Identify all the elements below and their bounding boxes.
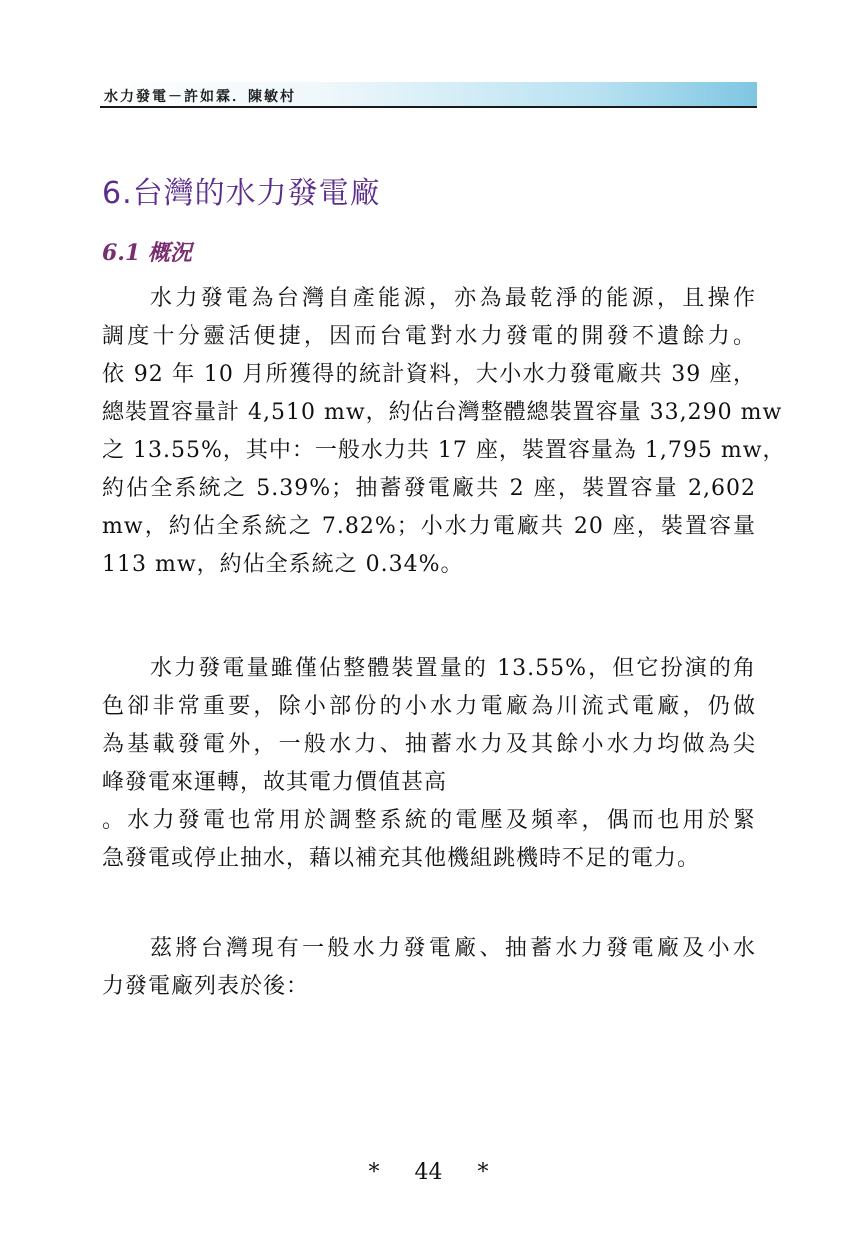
text-line: 。水力發電也常用於調整系統的電壓及頻率，偶而也用於緊 [102,808,756,833]
text-line: 113 mw，約佔全系統之 0.34%。 [102,552,464,577]
text-line: 茲將台灣現有一般水力發電廠、抽蓄水力發電廠及小水 [150,936,756,961]
paragraph-overview-capacity [102,280,786,584]
section-title: 6.1 概況 [102,240,192,266]
text-line: 依 92 年 10 月所獲得的統計資料，大小水力發電廠共 39 座， [102,362,756,387]
text-line: 之 13.55%，其中：一般水力共 17 座，裝置容量為 1,795 mw， [102,438,786,463]
running-header: 水力發電－許如霖．陳敏村 [104,89,296,105]
page-footer [0,1160,857,1185]
footer-star-right: * [477,1160,489,1185]
text-line: 水力發電量雖僅佔整體裝置量的 13.55%，但它扮演的角 [150,656,756,681]
text-line: 總裝置容量計 4,510 mw，約佔台灣整體總裝置容量 33,290 mw [102,400,783,425]
text-line: 色卻非常重要，除小部份的小水力電廠為川流式電廠，仍做 [102,694,756,719]
text-line: 力發電廠列表於後： [102,974,310,999]
text-line: 約佔全系統之 5.39%；抽蓄發電廠共 2 座，裝置容量 2,602 [102,476,756,501]
paragraph-hydro-role [102,650,756,878]
text-line: 水力發電為台灣自產能源，亦為最乾淨的能源，且操作 [150,286,756,311]
footer-star-left: * [368,1160,380,1185]
text-line: 峰發電來運轉，故其電力價值甚高 [102,770,448,795]
text-line: 調度十分靈活便捷，因而台電對水力發電的開發不遺餘力。 [102,324,756,349]
text-line: 急發電或停止抽水，藉以補充其他機組跳機時不足的電力。 [102,846,701,871]
text-line: mw，約佔全系統之 7.82%；小水力電廠共 20 座，裝置容量 [102,514,756,539]
paragraph-table-intro [102,930,756,1006]
page-number: 44 [414,1160,443,1185]
chapter-title: 6.台灣的水力發電廠 [102,176,381,211]
text-line: 為基載發電外，一般水力、抽蓄水力及其餘小水力均做為尖 [102,732,756,757]
